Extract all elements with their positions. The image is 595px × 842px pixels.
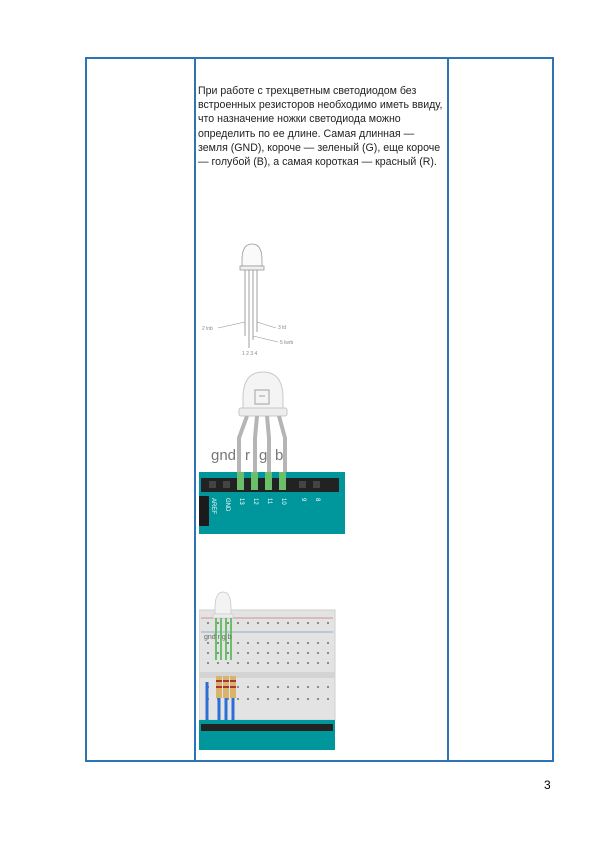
description-paragraph: При работе с трехцветным светодиодом без встроенных резисторов необходимо иметь ввиду, что назначение ножки светодиода можно определить по ее длине. Самая длинная — земля (GND), короче — зеленый (G), еще короче — голубой (B), а самая короткая — красный (R). (198, 85, 443, 169)
board-label-13: 13 (238, 498, 244, 505)
board-label-gnd: GND (224, 498, 230, 512)
led-label-right-top: 3 ld (278, 325, 287, 331)
board-label-9: 9 (300, 498, 306, 502)
led-label-left: 2 lnb (202, 326, 213, 332)
column-divider-right (447, 59, 449, 760)
led-label-bottom: 1 2 3 4 (242, 351, 258, 357)
board-label-8: 8 (314, 498, 320, 502)
column-divider-left (194, 59, 196, 760)
resistors (216, 676, 236, 698)
board-label-aref: AREF (210, 498, 216, 515)
page-number: 3 (544, 778, 551, 792)
board-label-12: 12 (252, 498, 258, 505)
pin-name-r: r (245, 447, 250, 464)
board-label-11: 11 (266, 498, 272, 505)
breadboard-wiring-diagram (199, 590, 337, 752)
led-legs-diagram (198, 238, 298, 358)
pin-name-gnd: gnd (211, 447, 237, 464)
breadboard-pin-names: gnd r g b (204, 634, 232, 641)
led-arduino-diagram (199, 368, 347, 536)
board-label-10: 10 (280, 498, 286, 505)
pin-name-b: b (275, 447, 284, 464)
led-label-right-bottom: 5 lwrb (280, 340, 294, 346)
pin-name-g: g (259, 447, 268, 464)
